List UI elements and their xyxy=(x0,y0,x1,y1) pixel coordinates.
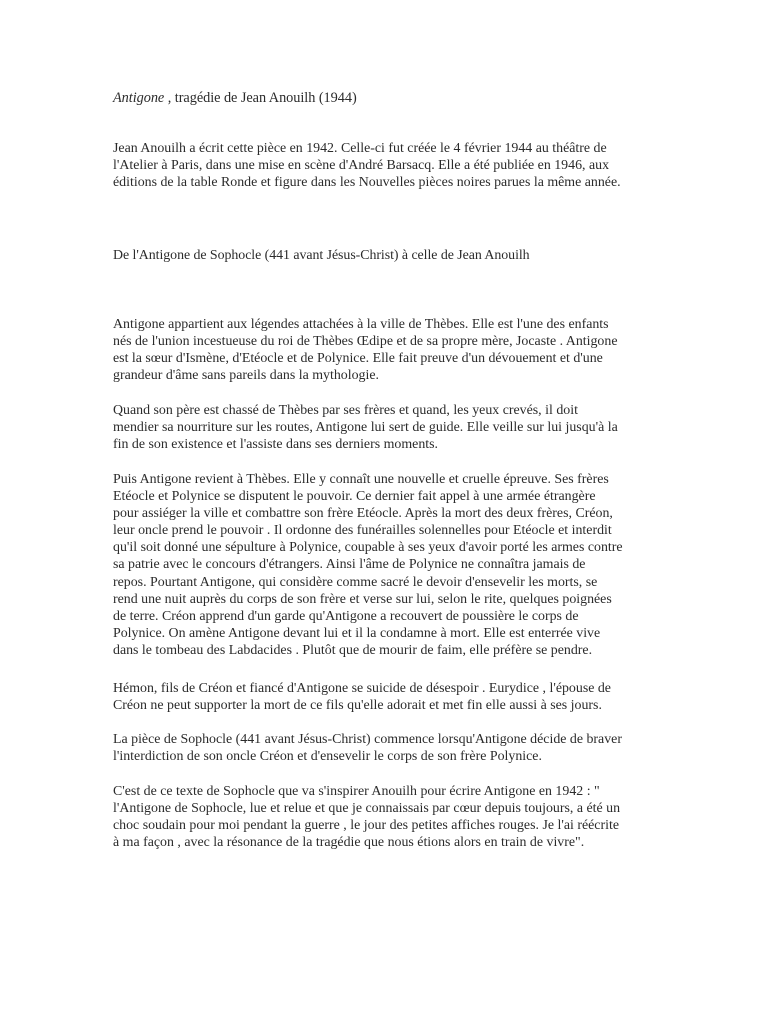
text-line: leur oncle prend le pouvoir . Il ordonne des funérailles solennelles pour Etéocle et interdit xyxy=(113,523,612,539)
text-line: pour assiéger la ville et combattre son frère Etéocle. Après la mort des deux frères, Créon, xyxy=(113,506,613,522)
paragraph-legend xyxy=(113,316,658,384)
text-line: Quand son père est chassé de Thèbes par ses frères et quand, les yeux crevés, il doit xyxy=(113,403,578,418)
text-line: choc soudain pour moi pendant la guerre , le jour des petites affiches rouges. Je l'ai réécrite xyxy=(113,818,619,834)
text-line: l'Atelier à Paris, dans une mise en scène d'André Barsacq. Elle a été publiée en 1946, aux xyxy=(113,158,610,174)
text-line: Créon ne peut supporter la mort de ce fils qu'elle adorait et met fin elle aussi à ses jours. xyxy=(113,698,602,714)
text-line: La pièce de Sophocle (441 avant Jésus-Christ) commence lorsqu'Antigone décide de braver xyxy=(113,732,622,747)
text-line: mendier sa nourriture sur les routes, Antigone lui sert de guide. Elle veille sur lui jusqu'à la xyxy=(113,420,618,436)
text-line: nés de l'union incestueuse du roi de Thèbes Œdipe et de sa propre mère, Jocaste . Antigone xyxy=(113,334,618,350)
text-line: éditions de la table Ronde et figure dans les Nouvelles pièces noires parues la même année. xyxy=(113,175,621,191)
paragraph-return xyxy=(113,471,658,659)
text-line: Hémon, fils de Créon et fiancé d'Antigone se suicide de désespoir . Eurydice , l'épouse de xyxy=(113,681,611,696)
text-line: Polynice. On amène Antigone devant lui et il la condamne à mort. Elle est enterrée vive xyxy=(113,625,601,641)
work-title: Antigone xyxy=(113,90,165,106)
section-heading: De l'Antigone de Sophocle (441 avant Jésus-Christ) à celle de Jean Anouilh xyxy=(113,248,530,263)
intro-paragraph xyxy=(113,140,658,191)
title-subtitle: , tragédie de Jean Anouilh (1944) xyxy=(164,90,357,106)
paragraph-sophocle xyxy=(113,731,658,765)
text-line: Etéocle et Polynice se disputent le pouvoir. Ce dernier fait appel à une armée étrangère xyxy=(113,489,596,505)
text-line: Antigone appartient aux légendes attachées à la ville de Thèbes. Elle est l'une des enfants xyxy=(113,317,609,332)
paragraph-anouilh-quote xyxy=(113,783,658,851)
text-line: dans le tombeau des Labdacides . Plutôt que de mourir de faim, elle préfère se pendre. xyxy=(113,642,593,658)
text-line: sa patrie avec le concours d'étrangers. Ainsi l'âme de Polynice ne connaîtra jamais de xyxy=(113,557,586,573)
text-line: grandeur d'âme sans pareils dans la mythologie. xyxy=(113,368,379,384)
text-line: Puis Antigone revient à Thèbes. Elle y connaît une nouvelle et cruelle épreuve. Ses frères xyxy=(113,472,609,487)
text-line: l'Antigone de Sophocle, lue et relue et que je connaissais par cœur depuis toujours, a été un xyxy=(113,801,621,817)
text-line: l'interdiction de son oncle Créon et d'ensevelir le corps de son frère Polynice. xyxy=(113,749,542,765)
text-line: de terre. Créon apprend d'un garde qu'Antigone a recouvert de poussière le corps de xyxy=(113,608,579,624)
paragraph-father xyxy=(113,402,658,453)
text-line: est la sœur d'Ismène, d'Etéocle et de Polynice. Elle fait preuve d'un dévouement et d'une xyxy=(113,351,603,367)
text-line: repos. Pourtant Antigone, qui considère comme sacré le devoir d'ensevelir les morts, se xyxy=(113,574,598,590)
text-line: Jean Anouilh a écrit cette pièce en 1942. Celle-ci fut créée le 4 février 1944 au théâtre de xyxy=(113,141,607,156)
document-title xyxy=(113,90,357,107)
paragraph-hemon xyxy=(113,680,658,714)
text-line: C'est de ce texte de Sophocle que va s'inspirer Anouilh pour écrire Antigone en 1942 : " xyxy=(113,784,600,799)
text-line: rend une nuit auprès du corps de son frère et verse sur lui, selon le rite, quelques poignées xyxy=(113,591,612,607)
text-line: à ma façon , avec la résonance de la tragédie que nous étions alors en train de vivre". xyxy=(113,835,585,851)
text-line: fin de son existence et l'assiste dans ses derniers moments. xyxy=(113,437,438,453)
text-line: qu'il soit donné une sépulture à Polynice, coupable à ses yeux d'avoir porté les armes contre xyxy=(113,540,623,556)
